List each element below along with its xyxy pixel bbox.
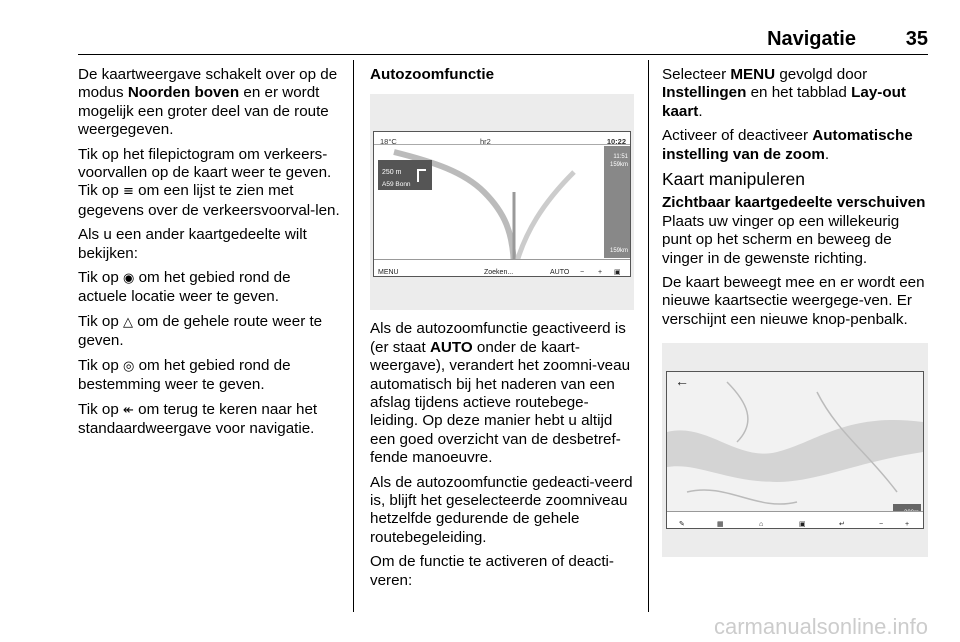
return-icon[interactable]: ↵ [839,521,845,529]
autozoom-screenshot [370,94,634,310]
paragraph: Tik op △ om de gehele route weer te geven. [78,312,323,350]
page-header [78,26,928,55]
map-toolbar [374,259,630,276]
paragraph: Als de autozoomfunctie geactiveerd is (er staat AUTO onder de kaart-weergave), verandert het zoomni-veau automatisch bij het naderen van een afslag tijdens actieve routebege-leiding. Op deze manier hebt u altijd een goed overzicht van de desbetref-fende manoeuvre. [370,320,631,467]
road-name: A59 Bonn [382,181,411,189]
clock: 10:22 [606,137,626,147]
paragraph: Om de functie te activeren of deacti-veren: [370,553,614,589]
zoom-in-button[interactable]: + [598,269,603,277]
watermark: carmanualsonline.info [713,614,928,639]
column-2 [370,66,634,596]
auto-zoom-label[interactable]: AUTO [550,269,570,277]
paragraph: Als de autozoomfunctie gedeacti-veerd is, blijft het geselecteerde zoomniveau hetzelfde gedurende de gehele routebegeleiding. [370,473,633,546]
column-divider [648,60,649,612]
radio-station: hr2 [480,137,491,147]
temperature: 18°C [380,137,397,147]
paragraph: Tik op ↞ om terug te keren naar het standaardweergave voor navigatie. [78,400,318,437]
nav-screen [373,131,631,277]
edit-icon[interactable]: ✎ [679,521,685,529]
paragraph: Als u een ander kaartgedeelte wilt bekijken: [78,226,307,262]
zoom-out-button[interactable]: − [879,521,884,529]
traffic-icon[interactable]: ▦ [717,521,724,529]
whole-route-icon: △ [123,314,134,330]
menu-button[interactable]: MENU [378,269,399,277]
home-icon[interactable]: ⌂ [759,521,764,529]
back-arrow-icon: ↞ [123,402,134,418]
paragraph: Plaats uw vinger op een willekeurig punt op het scherm en beweeg de vinger in de gewenste richting. [662,212,900,267]
paragraph: Tik op ◉ om het gebied rond de actuele locatie weer te geven. [78,269,291,306]
paragraph: De kaartweergave schakelt over op de modus Noorden boven en er wordt mogelijk een groter deel van de route weergegeven. [78,66,338,139]
map-pan-toolbar [667,511,923,528]
paragraph: Tik op het filepictogram om verkeers-voorvallen op de kaart weer te geven. Tik op ≡ om een lijst te zien met gegevens over de verkeersvoorval-len. [78,145,340,219]
route-map [374,132,630,276]
zoom-in-button[interactable]: + [905,521,910,529]
zoom-out-button[interactable]: − [580,269,585,277]
paragraph: Activeer of deactiveer Automatische instelling van de zoom. [662,127,913,163]
layers-icon[interactable]: ▣ [799,521,806,529]
column-divider [353,60,354,612]
destination-icon: ◎ [123,358,135,374]
current-location-icon: ◉ [123,271,135,287]
remaining-distance-2: 159km [609,248,628,255]
search-field[interactable]: Zoeken... [484,269,514,277]
page-title: Navigatie [767,28,856,50]
column-1 [78,66,340,444]
section-heading: Autozoomfunctie [370,66,495,83]
svg-text:←: ← [675,373,689,390]
paragraph: Tik op ◎ om het gebied rond de bestemming weer te geven. [78,356,291,394]
list-icon: ≡ [123,184,134,200]
section-heading: Kaart manipuleren [662,169,805,190]
eta: 11:51 [613,154,628,161]
paragraph: De kaart beweegt mee en er wordt een nieuwe kaartsectie weergege-ven. Er verschijnt een nieuwe knop-penbalk. [662,274,925,328]
terrain-map [667,372,923,528]
subheading: Zichtbaar kaartgedeelte verschuiven [662,194,926,212]
paragraph: Selecteer MENU gevolgd door Instellingen en het tabblad Lay-out kaart. [662,66,906,120]
remaining-distance: 159km [609,162,628,169]
page-number: 35 [905,28,928,50]
map-screen [666,371,924,529]
options-icon[interactable]: ▣ [614,269,621,277]
map-pan-screenshot [662,343,928,557]
column-3 [662,66,928,557]
turn-distance: 250 m [382,169,402,177]
